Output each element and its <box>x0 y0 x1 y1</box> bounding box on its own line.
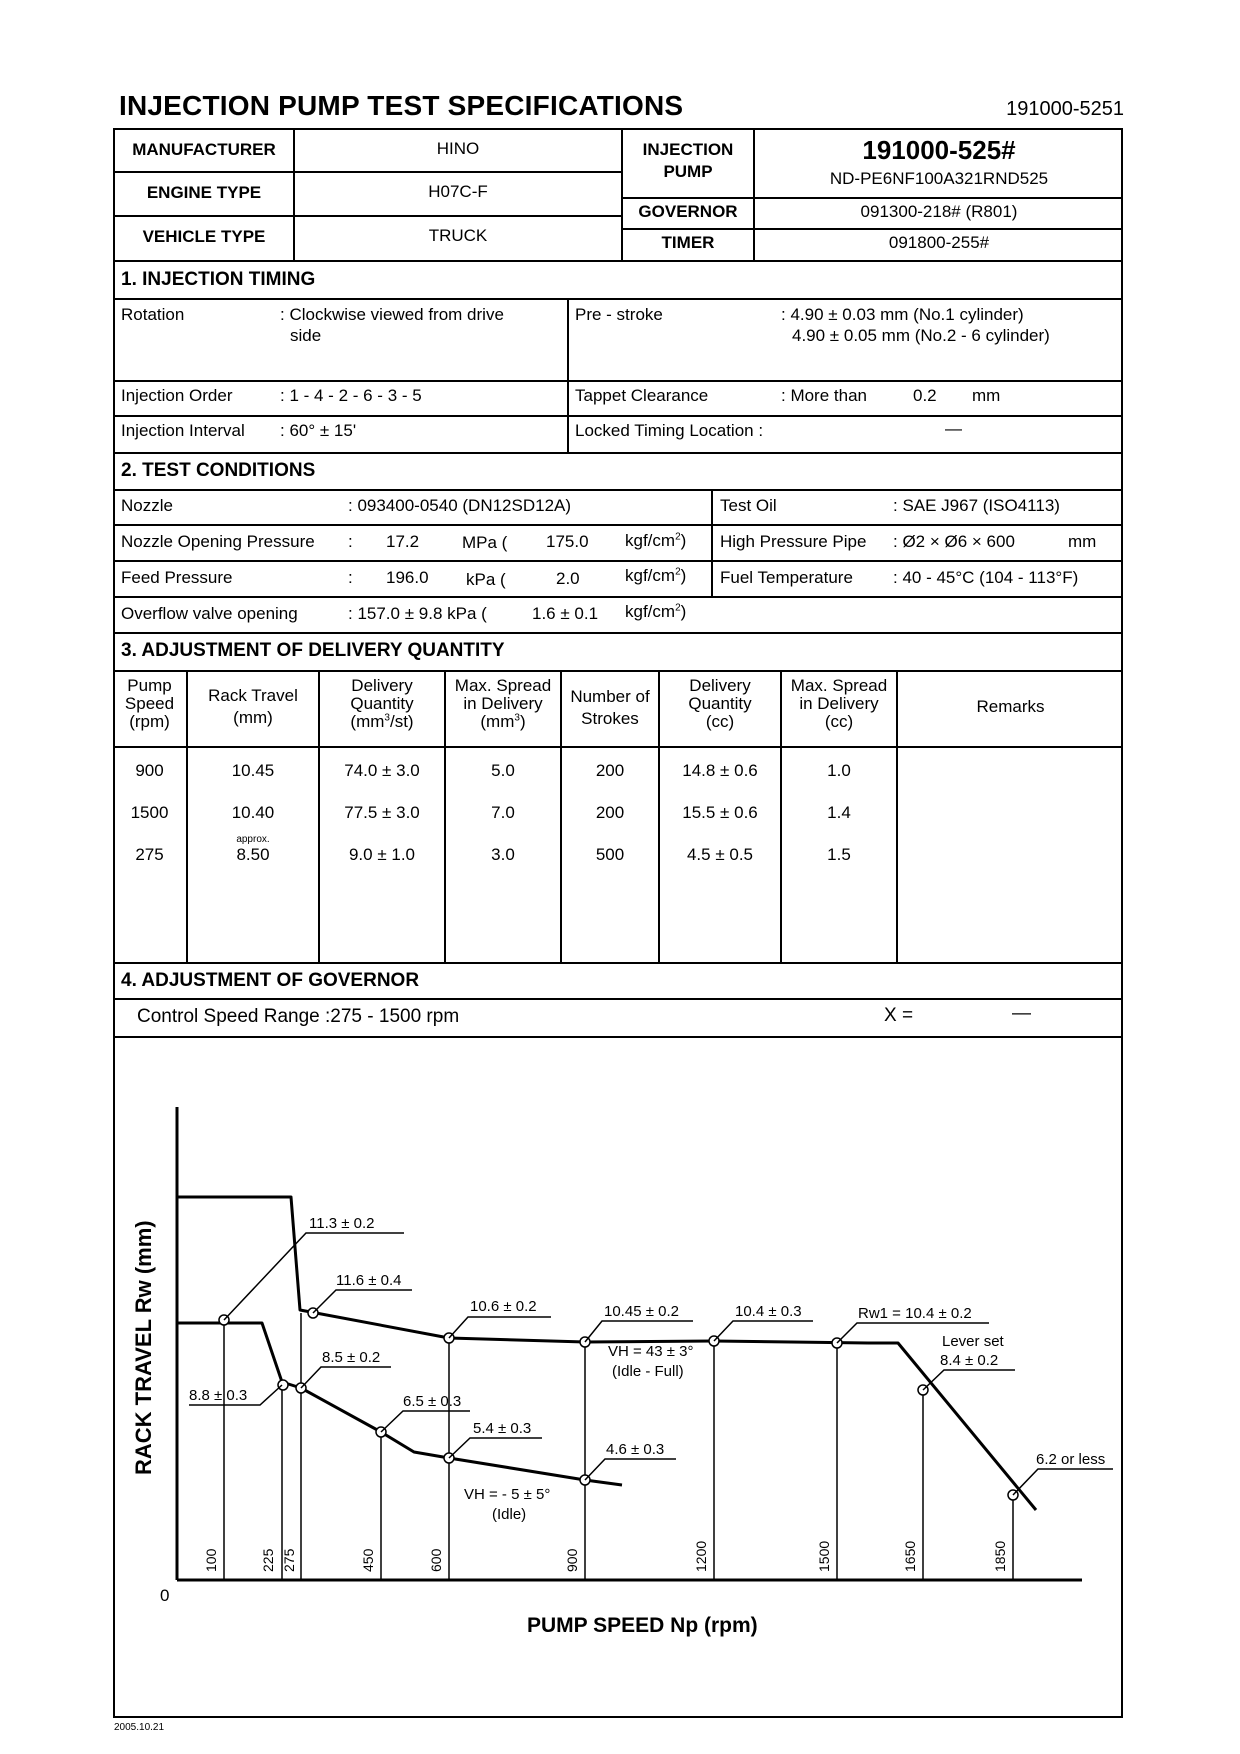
tappet-clearance-value: 0.2 <box>913 386 937 405</box>
overflow-valve-kgf: 1.6 ± 0.1 <box>532 604 599 623</box>
header-line: (mm) <box>233 708 273 727</box>
header-line: Max. Spread <box>790 676 888 695</box>
locked-timing-label: Locked Timing Location : <box>575 421 764 440</box>
rotation-value: : Clockwise viewed from drive <box>280 305 504 324</box>
leader-line <box>313 1290 412 1313</box>
leader-line <box>381 1411 470 1432</box>
governor-value: 091300-218# (R801) <box>860 202 1018 221</box>
manufacturer-value: HINO <box>436 139 480 158</box>
x-value: — <box>1012 1003 1031 1024</box>
label-11-3: 11.3 ± 0.2 <box>309 1215 375 1232</box>
table-cell: 8.50 <box>236 845 270 864</box>
header-line: (cc) <box>705 712 735 731</box>
label-vh-idle: VH = - 5 ± 5° <box>464 1486 551 1503</box>
header-line: Number of <box>570 687 650 706</box>
table-cell: 9.0 ± 1.0 <box>348 845 416 864</box>
unit-close: ) <box>680 566 687 585</box>
label-vh-idle-range: (Idle) <box>492 1506 527 1523</box>
label-6-2: 6.2 or less <box>1036 1451 1106 1468</box>
unit-close: ) <box>680 602 687 621</box>
test-oil-label: Test Oil <box>720 496 777 515</box>
header-line: Delivery <box>689 676 751 695</box>
label-8-8: 8.8 ± 0.3 <box>189 1387 248 1404</box>
table-cell: 500 <box>595 845 625 864</box>
speed-tick: 450 <box>360 1548 376 1572</box>
header-line: Quantity <box>350 694 414 713</box>
table-cell: 10.40 <box>231 803 275 822</box>
colon: : <box>348 532 353 551</box>
governor-title: 4. ADJUSTMENT OF GOVERNOR <box>121 970 420 991</box>
high-pressure-pipe-value: : Ø2 × Ø6 × 600 <box>893 532 1015 551</box>
tappet-clearance-prefix: : More than <box>781 386 867 405</box>
unit-kpa: kPa ( <box>466 570 506 589</box>
nozzle-label: Nozzle <box>121 496 173 515</box>
label-11-6: 11.6 ± 0.4 <box>336 1272 402 1289</box>
label-vh-full-range: (Idle - Full) <box>612 1363 684 1380</box>
speed-tick: 225 <box>260 1548 276 1572</box>
table-cell: 15.5 ± 0.6 <box>682 803 758 822</box>
speed-tick: 100 <box>203 1548 219 1572</box>
header-line: Speed <box>124 694 175 713</box>
timer-label: TIMER <box>661 233 715 252</box>
injection-order-label: Injection Order <box>121 386 233 405</box>
speed-tick: 900 <box>564 1548 580 1572</box>
label-6-5: 6.5 ± 0.3 <box>403 1393 462 1410</box>
superscript-3: 3 <box>514 712 520 724</box>
header-line: in Delivery <box>463 694 543 713</box>
table-cell: 1500 <box>130 803 169 822</box>
table-cell: 14.8 ± 0.6 <box>682 761 758 780</box>
unit-kgf-text: kgf/cm <box>625 531 676 550</box>
x-label: X = <box>884 1005 914 1026</box>
unit-text: /st) <box>389 712 414 731</box>
fuel-temperature-value: : 40 - 45°C (104 - 113°F) <box>893 568 1079 587</box>
prestroke-value-1: : 4.90 ± 0.03 mm (No.1 cylinder) <box>781 305 1024 324</box>
superscript-2: 2 <box>675 566 681 578</box>
tappet-clearance-label: Tappet Clearance <box>575 386 709 405</box>
header-line: Delivery <box>351 676 413 695</box>
engine-type-value: H07C-F <box>428 182 488 201</box>
timer-value: 091800-255# <box>888 233 990 252</box>
injection-interval-label: Injection Interval <box>121 421 245 440</box>
header-line: (cc) <box>824 712 854 731</box>
label-10-4: 10.4 ± 0.3 <box>735 1303 802 1320</box>
leader-line <box>1013 1469 1113 1495</box>
table-cell: 7.0 <box>491 803 515 822</box>
engine-type-label: ENGINE TYPE <box>146 183 262 202</box>
unit-text: ) <box>519 712 526 731</box>
origin-label: 0 <box>160 1586 170 1605</box>
injection-pump-number: 191000-525# <box>862 135 1016 165</box>
governor-label: GOVERNOR <box>638 202 738 221</box>
vehicle-type-label: VEHICLE TYPE <box>142 227 266 246</box>
governor-curves <box>177 1197 1036 1510</box>
unit-text: (mm <box>350 712 385 731</box>
leader-line <box>449 1317 551 1338</box>
vehicle-type-value: TRUCK <box>428 226 488 245</box>
rotation-label: Rotation <box>121 305 185 324</box>
table-cell: 74.0 ± 3.0 <box>344 761 420 780</box>
control-speed-range: Control Speed Range :275 - 1500 rpm <box>137 1006 460 1027</box>
table-cell: 4.5 ± 0.5 <box>686 845 754 864</box>
test-conditions-title: 2. TEST CONDITIONS <box>121 460 316 481</box>
document-code: 191000-5251 <box>1006 98 1124 120</box>
tappet-clearance-unit: mm <box>972 386 1001 405</box>
table-cell: 5.0 <box>491 761 515 780</box>
colon: : <box>348 568 353 587</box>
fuel-temperature-label: Fuel Temperature <box>720 568 853 587</box>
injection-pump-model: ND-PE6NF100A321RND525 <box>829 169 1049 188</box>
superscript-3: 3 <box>384 712 390 724</box>
point-labels <box>189 1215 1105 1523</box>
speed-tick: 1850 <box>992 1540 1008 1572</box>
speed-tick-labels <box>203 1541 1008 1572</box>
x-axis-label: PUMP SPEED Np (rpm) <box>527 1614 758 1637</box>
table-cell: 3.0 <box>491 845 515 864</box>
superscript-2: 2 <box>675 602 681 614</box>
leader-line <box>923 1370 1015 1390</box>
nozzle-opening-pressure-kgf: 175.0 <box>546 532 589 551</box>
label-10-6: 10.6 ± 0.2 <box>470 1298 537 1315</box>
table-cell: 200 <box>595 803 625 822</box>
label-8-5: 8.5 ± 0.2 <box>322 1349 381 1366</box>
table-cell: 900 <box>135 761 164 780</box>
label-8-4: 8.4 ± 0.2 <box>940 1352 999 1369</box>
leader-line <box>301 1367 391 1388</box>
delivery-quantity-title: 3. ADJUSTMENT OF DELIVERY QUANTITY <box>121 640 505 661</box>
label-4-6: 4.6 ± 0.3 <box>606 1441 665 1458</box>
speed-tick: 1650 <box>902 1540 918 1572</box>
document-title: INJECTION PUMP TEST SPECIFICATIONS <box>119 90 684 121</box>
speed-tick: 600 <box>428 1548 444 1572</box>
header-line: in Delivery <box>799 694 879 713</box>
header-line: Quantity <box>688 694 752 713</box>
unit-text: (mm <box>480 712 515 731</box>
unit-mpa: MPa ( <box>462 533 508 552</box>
footer-date: 2005.10.21 <box>114 1722 165 1733</box>
speed-tick: 275 <box>281 1548 297 1572</box>
label-10-45: 10.45 ± 0.2 <box>604 1303 679 1320</box>
feed-pressure-kpa: 196.0 <box>386 568 429 587</box>
unit-kgf-text: kgf/cm <box>625 602 676 621</box>
idle-curve <box>177 1323 622 1485</box>
leader-line <box>585 1321 693 1342</box>
y-axis-label: RACK TRAVEL Rw (mm) <box>131 1220 156 1475</box>
manufacturer-label: MANUFACTURER <box>132 140 276 159</box>
feed-pressure-label: Feed Pressure <box>121 568 233 587</box>
leader-line <box>449 1438 542 1458</box>
header-line: Rack Travel <box>208 686 298 705</box>
leader-line <box>585 1459 676 1480</box>
speed-tick: 1500 <box>816 1540 832 1572</box>
table-cell: 1.4 <box>827 803 851 822</box>
test-oil-value: : SAE J967 (ISO4113) <box>893 496 1060 515</box>
label-rw1: Rw1 = 10.4 ± 0.2 <box>858 1305 972 1322</box>
header-line: Strokes <box>581 709 639 728</box>
feed-pressure-kgf: 2.0 <box>556 569 580 588</box>
injection-interval-value: : 60° ± 15' <box>280 421 357 440</box>
header-remarks: Remarks <box>976 697 1045 716</box>
label-5-4: 5.4 ± 0.3 <box>473 1420 532 1437</box>
table-cell: 275 <box>135 845 164 864</box>
header-line: Pump <box>127 676 172 695</box>
injection-pump-label: INJECTION <box>642 140 734 159</box>
prestroke-label: Pre - stroke <box>575 305 663 324</box>
leader-line <box>714 1321 813 1341</box>
speed-tick: 1200 <box>693 1540 709 1572</box>
header-line: Max. Spread <box>454 676 552 695</box>
nozzle-opening-pressure-label: Nozzle Opening Pressure <box>121 532 315 551</box>
high-pressure-pipe-label: High Pressure Pipe <box>720 532 867 551</box>
point-225 <box>278 1380 288 1390</box>
nozzle-opening-pressure-mpa: 17.2 <box>386 532 420 551</box>
header-line: (rpm) <box>129 712 170 731</box>
injection-order-value: : 1 - 4 - 2 - 6 - 3 - 5 <box>280 386 422 405</box>
measurement-points <box>219 1308 1018 1500</box>
locked-timing-value: — <box>945 419 962 438</box>
table-cell: 1.5 <box>827 845 851 864</box>
label-vh-full: VH = 43 ± 3° <box>608 1343 694 1360</box>
approx-note: approx. <box>236 834 270 845</box>
overflow-valve-label: Overflow valve opening <box>121 604 298 623</box>
superscript-2: 2 <box>675 531 681 543</box>
unit-close: ) <box>680 531 687 550</box>
overflow-valve-kpa: : 157.0 ± 9.8 kPa ( <box>348 604 487 623</box>
label-lever-set: Lever set <box>942 1333 1004 1350</box>
table-cell: 77.5 ± 3.0 <box>344 803 420 822</box>
injection-timing-title: 1. INJECTION TIMING <box>121 269 316 290</box>
high-pressure-pipe-unit: mm <box>1068 532 1097 551</box>
table-cell: 200 <box>595 761 625 780</box>
injection-pump-label-2: PUMP <box>663 162 713 181</box>
rotation-value-cont: side <box>290 326 322 345</box>
table-cell: 10.45 <box>231 761 275 780</box>
table-cell: 1.0 <box>827 761 851 780</box>
nozzle-value: : 093400-0540 (DN12SD12A) <box>348 496 572 515</box>
unit-kgf-text: kgf/cm <box>625 566 676 585</box>
prestroke-value-2: 4.90 ± 0.05 mm (No.2 - 6 cylinder) <box>792 326 1050 345</box>
